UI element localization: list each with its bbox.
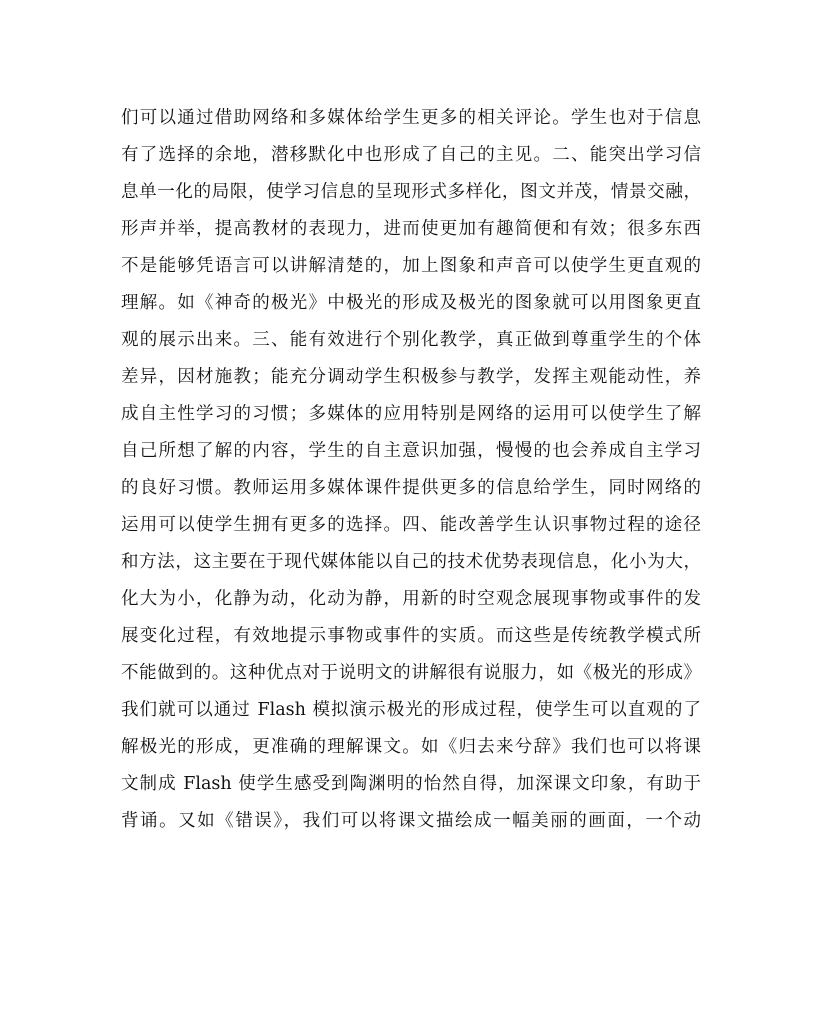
text-line: 展变化过程，有效地提示事物或事件的实质。而这些是传统教学模式所 xyxy=(121,626,701,646)
text-line: 理解。如《神奇的极光》中极光的形成及极光的图象就可以用图象更直 xyxy=(121,293,701,313)
text-line: 背诵。又如《错误》，我们可以将课文描绘成一幅美丽的画面，一个动 xyxy=(121,811,701,831)
text-line: 的良好习惯。教师运用多媒体课件提供更多的信息给学生，同时网络的 xyxy=(121,478,701,498)
body-text xyxy=(121,100,701,840)
text-line: 差异，因材施教；能充分调动学生积极参与教学，发挥主观能动性，养 xyxy=(121,367,701,387)
text-line: 观的展示出来。三、能有效进行个别化教学，真正做到尊重学生的个体 xyxy=(121,330,701,350)
text-line: 运用可以使学生拥有更多的选择。四、能改善学生认识事物过程的途径 xyxy=(121,515,701,535)
text-line: 息单一化的局限，使学习信息的呈现形式多样化，图文并茂，情景交融， xyxy=(121,182,701,202)
text-line: 们可以通过借助网络和多媒体给学生更多的相关评论。学生也对于信息 xyxy=(121,108,701,128)
text-line: 化大为小，化静为动，化动为静，用新的时空观念展现事物或事件的发 xyxy=(121,589,701,609)
text-line: 我们就可以通过 Flash 模拟演示极光的形成过程，使学生可以直观的了 xyxy=(121,700,701,720)
text-line: 形声并举，提高教材的表现力，进而使更加有趣简便和有效；很多东西 xyxy=(121,219,701,239)
text-line: 不是能够凭语言可以讲解清楚的，加上图象和声音可以使学生更直观的 xyxy=(121,256,701,276)
text-line: 和方法，这主要在于现代媒体能以自己的技术优势表现信息，化小为大， xyxy=(121,552,701,572)
text-line: 成自主性学习的习惯；多媒体的应用特别是网络的运用可以使学生了解 xyxy=(121,404,701,424)
text-line: 自己所想了解的内容，学生的自主意识加强，慢慢的也会养成自主学习 xyxy=(121,441,701,461)
text-line: 有了选择的余地，潜移默化中也形成了自己的主见。二、能突出学习信 xyxy=(121,145,701,165)
text-line: 不能做到的。这种优点对于说明文的讲解很有说服力，如《极光的形成》 xyxy=(121,663,701,683)
text-line: 文制成 Flash 使学生感受到陶渊明的怡然自得，加深课文印象，有助于 xyxy=(121,774,701,794)
text-line: 解极光的形成，更准确的理解课文。如《归去来兮辞》我们也可以将课 xyxy=(121,737,701,757)
